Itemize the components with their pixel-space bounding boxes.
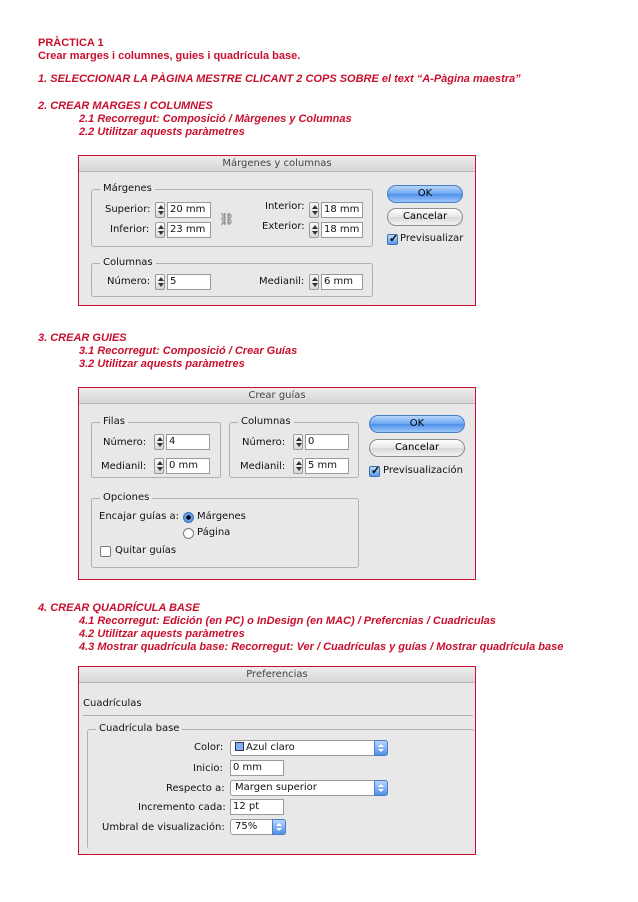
rows-numero-input[interactable]: 4 <box>166 434 210 450</box>
incremento-label: Incremento cada: <box>138 802 226 813</box>
margins-ok-button[interactable]: OK <box>387 185 463 203</box>
step-1: 1. SELECCIONAR LA PÀGINA MESTRE CLICANT 2 COPS SOBRE el text “A-Pàgina maestra” <box>38 73 521 85</box>
umbral-select-value: 75% <box>235 821 258 832</box>
guides-preview-checkbox[interactable] <box>369 466 380 477</box>
inicio-input[interactable]: 0 mm <box>230 760 284 776</box>
baseline-grid-group-label: Cuadrícula base <box>96 722 182 736</box>
inferior-stepper[interactable] <box>155 222 165 238</box>
rows-numero-stepper[interactable] <box>154 434 164 450</box>
margins-preview-label: Previsualizar <box>400 233 464 244</box>
superior-input[interactable]: 20 mm <box>167 202 211 218</box>
step-4: 4. CREAR QUADRÍCULA BASE <box>38 602 200 614</box>
columns-medianil-stepper[interactable] <box>309 274 319 290</box>
interior-label: Interior: <box>265 201 305 212</box>
guides-cancel-button[interactable]: Cancelar <box>369 439 465 457</box>
fit-page-label: Página <box>197 527 231 538</box>
columns-group-label: Columnas <box>100 256 156 270</box>
fit-margins-label: Márgenes <box>197 511 246 522</box>
rows-medianil-input[interactable]: 0 mm <box>166 458 210 474</box>
cols-medianil-stepper[interactable] <box>293 458 303 474</box>
prefs-section-title: Cuadrículas <box>83 698 142 709</box>
color-select[interactable] <box>230 740 388 756</box>
interior-input[interactable]: 18 mm <box>321 202 363 218</box>
columns-numero-stepper[interactable] <box>155 274 165 290</box>
respecto-select[interactable] <box>230 780 388 796</box>
margins-group-label: Márgenes <box>100 182 155 196</box>
remove-guides-checkbox[interactable] <box>100 546 111 557</box>
guides-dialog <box>78 387 476 580</box>
columns-medianil-input[interactable]: 6 mm <box>321 274 363 290</box>
columns-numero-label: Número: <box>107 276 151 287</box>
inicio-label: Inicio: <box>193 763 223 774</box>
prefs-section-divider <box>83 715 473 716</box>
respecto-label: Respecto a: <box>166 783 225 794</box>
cols-group-label: Columnas <box>238 415 294 429</box>
cols-medianil-input[interactable]: 5 mm <box>305 458 349 474</box>
cols-numero-label: Número: <box>242 437 286 448</box>
options-group-label: Opciones <box>100 491 152 505</box>
color-swatch-icon <box>235 742 244 751</box>
color-label: Color: <box>194 742 224 753</box>
margins-dialog-title: Márgenes y columnas <box>79 156 475 172</box>
step-2: 2. CREAR MARGES I COLUMNES <box>38 100 213 112</box>
umbral-select[interactable] <box>230 819 286 835</box>
incremento-input[interactable]: 12 pt <box>230 799 284 815</box>
guides-ok-button[interactable]: OK <box>369 415 465 433</box>
cols-numero-stepper[interactable] <box>293 434 303 450</box>
columns-numero-input[interactable]: 5 <box>167 274 211 290</box>
rows-group-label: Filas <box>100 415 128 429</box>
step-2-1: 2.1 Recorregut: Composició / Màrgenes y Columnas <box>79 113 352 125</box>
color-select-arrow-icon <box>374 740 388 756</box>
respecto-select-value: Margen superior <box>235 782 317 793</box>
margins-dialog <box>78 155 476 306</box>
rows-numero-label: Número: <box>103 437 147 448</box>
respecto-select-arrow-icon <box>374 780 388 796</box>
exterior-stepper[interactable] <box>309 222 319 238</box>
superior-stepper[interactable] <box>155 202 165 218</box>
columns-medianil-label: Medianil: <box>259 276 305 287</box>
chain-link-icon[interactable]: ⛓ <box>219 212 235 226</box>
guides-dialog-title: Crear guías <box>79 388 475 404</box>
interior-stepper[interactable] <box>309 202 319 218</box>
step-4-1: 4.1 Recorregut: Edición (en PC) o InDesign (en MAC) / Prefercnias / Cuadriculas <box>79 615 496 627</box>
exterior-label: Exterior: <box>262 221 305 232</box>
step-3-1: 3.1 Recorregut: Composició / Crear Guías <box>79 345 298 357</box>
color-select-value: Azul claro <box>246 742 295 753</box>
umbral-select-arrow-icon <box>272 819 286 835</box>
step-4-3: 4.3 Mostrar quadrícula base: Recorregut: Ver / Cuadrículas y guías / Mostrar quadrícula base <box>79 641 564 653</box>
step-3-2: 3.2 Utilitzar aquests paràmetres <box>79 358 245 370</box>
remove-guides-label: Quitar guías <box>115 545 177 556</box>
guides-preview-label: Previsualización <box>383 465 463 476</box>
fit-guides-label: Encajar guías a: <box>99 511 179 522</box>
cols-numero-input[interactable]: 0 <box>305 434 349 450</box>
margins-cancel-button[interactable]: Cancelar <box>387 208 463 226</box>
exterior-input[interactable]: 18 mm <box>321 222 363 238</box>
fit-margins-radio[interactable] <box>183 512 194 523</box>
superior-label: Superior: <box>105 204 151 215</box>
rows-medianil-label: Medianil: <box>101 461 147 472</box>
doc-subtitle: Crear marges i columnes, guies i quadrícula base. <box>38 50 301 62</box>
umbral-label: Umbral de visualización: <box>102 822 225 833</box>
fit-page-radio[interactable] <box>183 528 194 539</box>
prefs-dialog-title: Preferencias <box>79 667 475 683</box>
step-4-2: 4.2 Utilitzar aquests paràmetres <box>79 628 245 640</box>
inferior-input[interactable]: 23 mm <box>167 222 211 238</box>
step-2-2: 2.2 Utilitzar aquests paràmetres <box>79 126 245 138</box>
margins-preview-checkbox[interactable] <box>387 234 398 245</box>
doc-title: PRÀCTICA 1 <box>38 37 104 49</box>
prefs-dialog <box>78 666 476 855</box>
inferior-label: Inferior: <box>110 224 150 235</box>
rows-medianil-stepper[interactable] <box>154 458 164 474</box>
step-3: 3. CREAR GUIES <box>38 332 127 344</box>
cols-medianil-label: Medianil: <box>240 461 286 472</box>
